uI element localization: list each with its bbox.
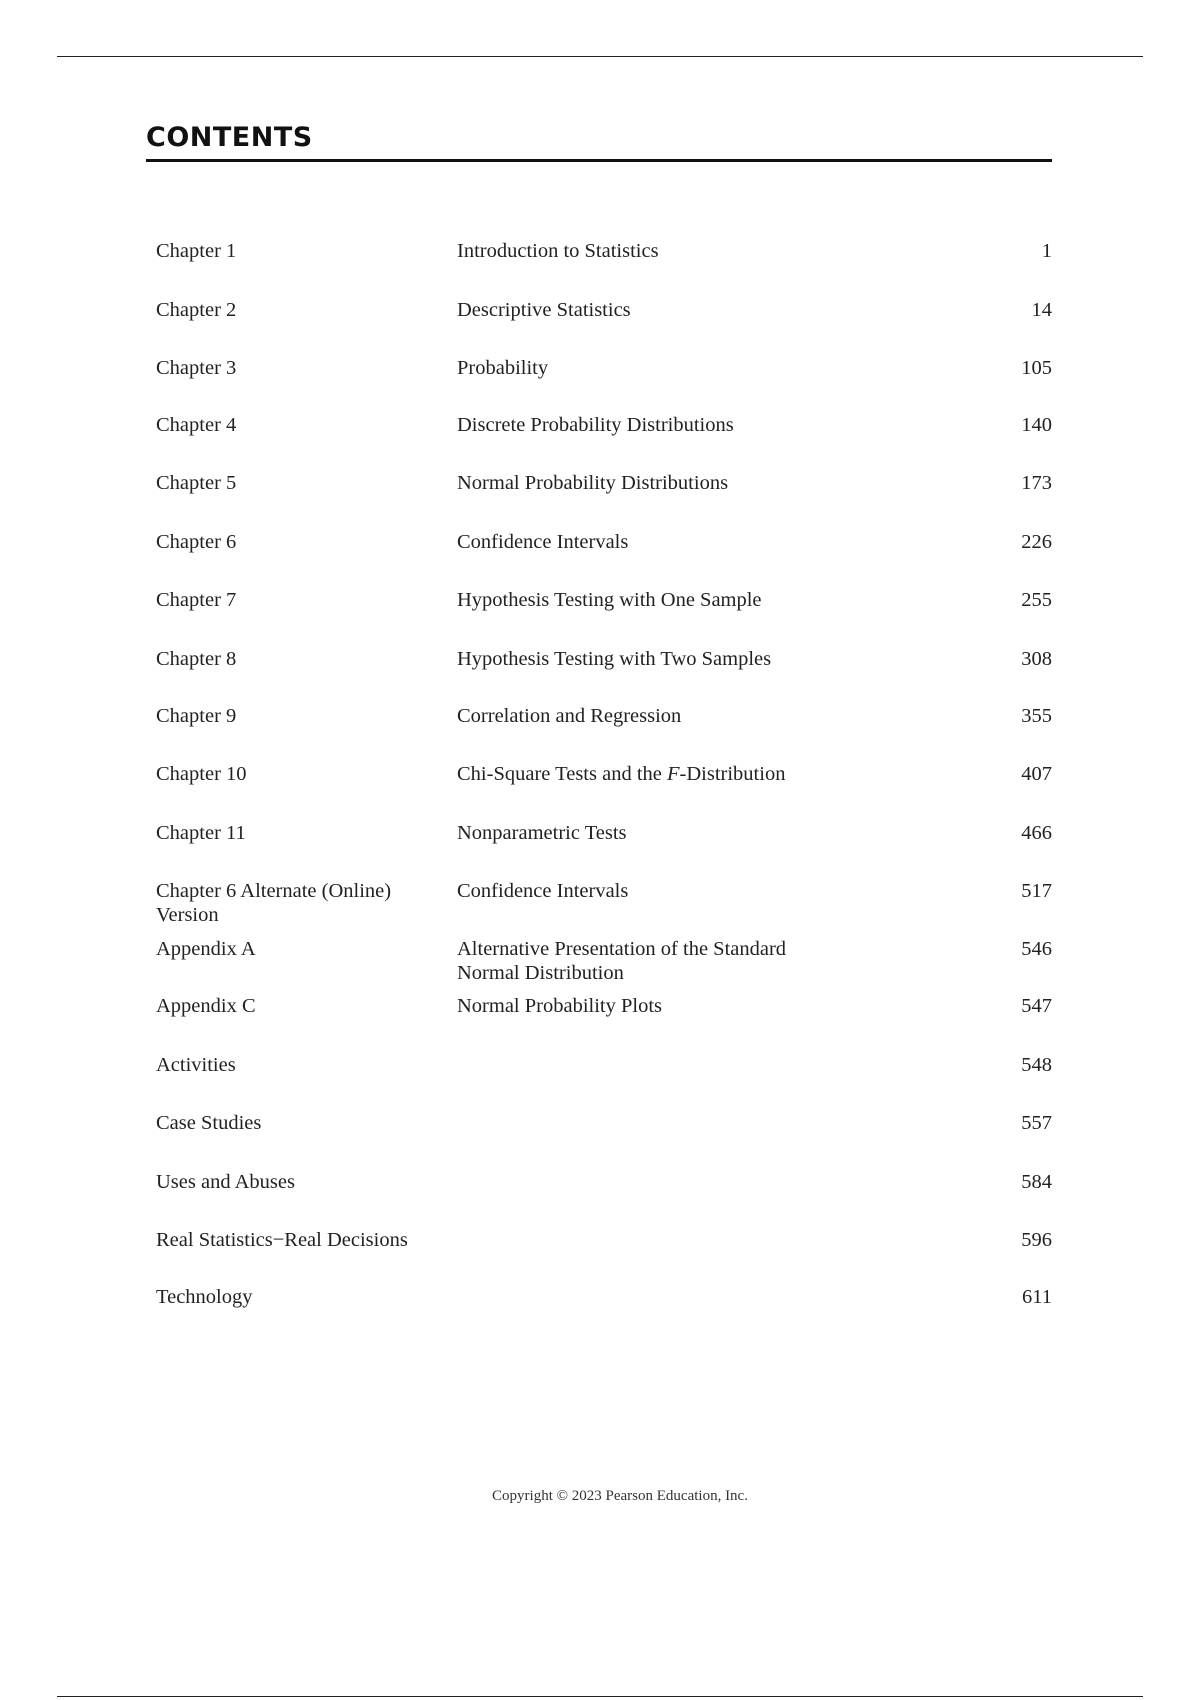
toc-label: Real Statistics−Real Decisions — [156, 1229, 408, 1251]
toc-label-line: Version — [156, 904, 219, 926]
toc-page-number: 355 — [1021, 705, 1052, 727]
toc-title: Descriptive Statistics — [457, 299, 631, 321]
toc-page-number: 105 — [1021, 357, 1052, 379]
toc-title-italic-f: F — [667, 763, 680, 785]
toc-label: Chapter 1 — [156, 240, 237, 262]
toc-label: Uses and Abuses — [156, 1171, 295, 1193]
toc-label-line: Chapter 6 Alternate (Online) — [156, 880, 392, 902]
toc-label: Appendix C — [156, 995, 256, 1017]
toc-title: Hypothesis Testing with Two Samples — [457, 648, 772, 670]
toc-page-number: 596 — [1021, 1229, 1052, 1251]
toc-label: Chapter 7 — [156, 589, 237, 611]
toc-page-number: 466 — [1021, 822, 1052, 844]
toc-page-number: 14 — [1031, 299, 1052, 321]
toc-label: Chapter 5 — [156, 472, 237, 494]
toc-label: Activities — [156, 1054, 236, 1076]
toc-label: Chapter 6 — [156, 531, 237, 553]
toc-title: Nonparametric Tests — [457, 822, 627, 844]
toc-title: Probability — [457, 357, 549, 379]
toc-page-number: 546 — [1021, 938, 1052, 960]
toc-title: Correlation and Regression — [457, 705, 682, 727]
toc-title: Normal Probability Distributions — [457, 472, 729, 494]
toc-page-number: 548 — [1021, 1054, 1052, 1076]
toc-label: Chapter 8 — [156, 648, 237, 670]
toc-title: Confidence Intervals — [457, 880, 629, 902]
toc-title-line: Alternative Presentation of the Standard — [457, 938, 787, 960]
toc-label: Chapter 3 — [156, 357, 237, 379]
toc-title — [457, 762, 877, 786]
toc-label: Case Studies — [156, 1112, 262, 1134]
toc-label: Chapter 4 — [156, 414, 237, 436]
toc-page-number: 547 — [1021, 995, 1052, 1017]
toc-page-number: 611 — [1022, 1286, 1052, 1308]
toc-title-part: -Distribution — [679, 763, 786, 785]
toc-label — [156, 879, 436, 927]
toc-title: Discrete Probability Distributions — [457, 414, 734, 436]
toc-page-number: 584 — [1021, 1171, 1052, 1193]
toc-title: Confidence Intervals — [457, 531, 629, 553]
toc-label: Appendix A — [156, 938, 256, 960]
toc-label: Chapter 10 — [156, 763, 247, 785]
top-page-rule — [57, 56, 1143, 57]
heading-underline — [146, 159, 1052, 162]
toc-page-number: 255 — [1021, 589, 1052, 611]
bottom-page-rule — [57, 1696, 1143, 1697]
toc-title: Normal Probability Plots — [457, 995, 662, 1017]
toc-page-number: 517 — [1021, 880, 1052, 902]
toc-title-line: Normal Distribution — [457, 962, 624, 984]
toc-page-number: 226 — [1021, 531, 1052, 553]
toc-title-part: Chi-Square Tests and the — [457, 763, 667, 785]
toc-label: Technology — [156, 1286, 253, 1308]
toc-page-number: 557 — [1021, 1112, 1052, 1134]
toc-page-number: 140 — [1021, 414, 1052, 436]
toc-label: Chapter 2 — [156, 299, 237, 321]
toc-page-number: 173 — [1021, 472, 1052, 494]
toc-label: Chapter 11 — [156, 822, 246, 844]
toc-title: Introduction to Statistics — [457, 240, 659, 262]
toc-label: Chapter 9 — [156, 705, 237, 727]
toc-title: Hypothesis Testing with One Sample — [457, 589, 762, 611]
page-title: CONTENTS — [146, 122, 313, 153]
copyright-notice: Copyright © 2023 Pearson Education, Inc. — [492, 1488, 748, 1504]
toc-page-number: 308 — [1021, 648, 1052, 670]
toc-page-number: 407 — [1021, 763, 1052, 785]
toc-title — [457, 937, 877, 985]
toc-page-number: 1 — [1041, 240, 1052, 262]
